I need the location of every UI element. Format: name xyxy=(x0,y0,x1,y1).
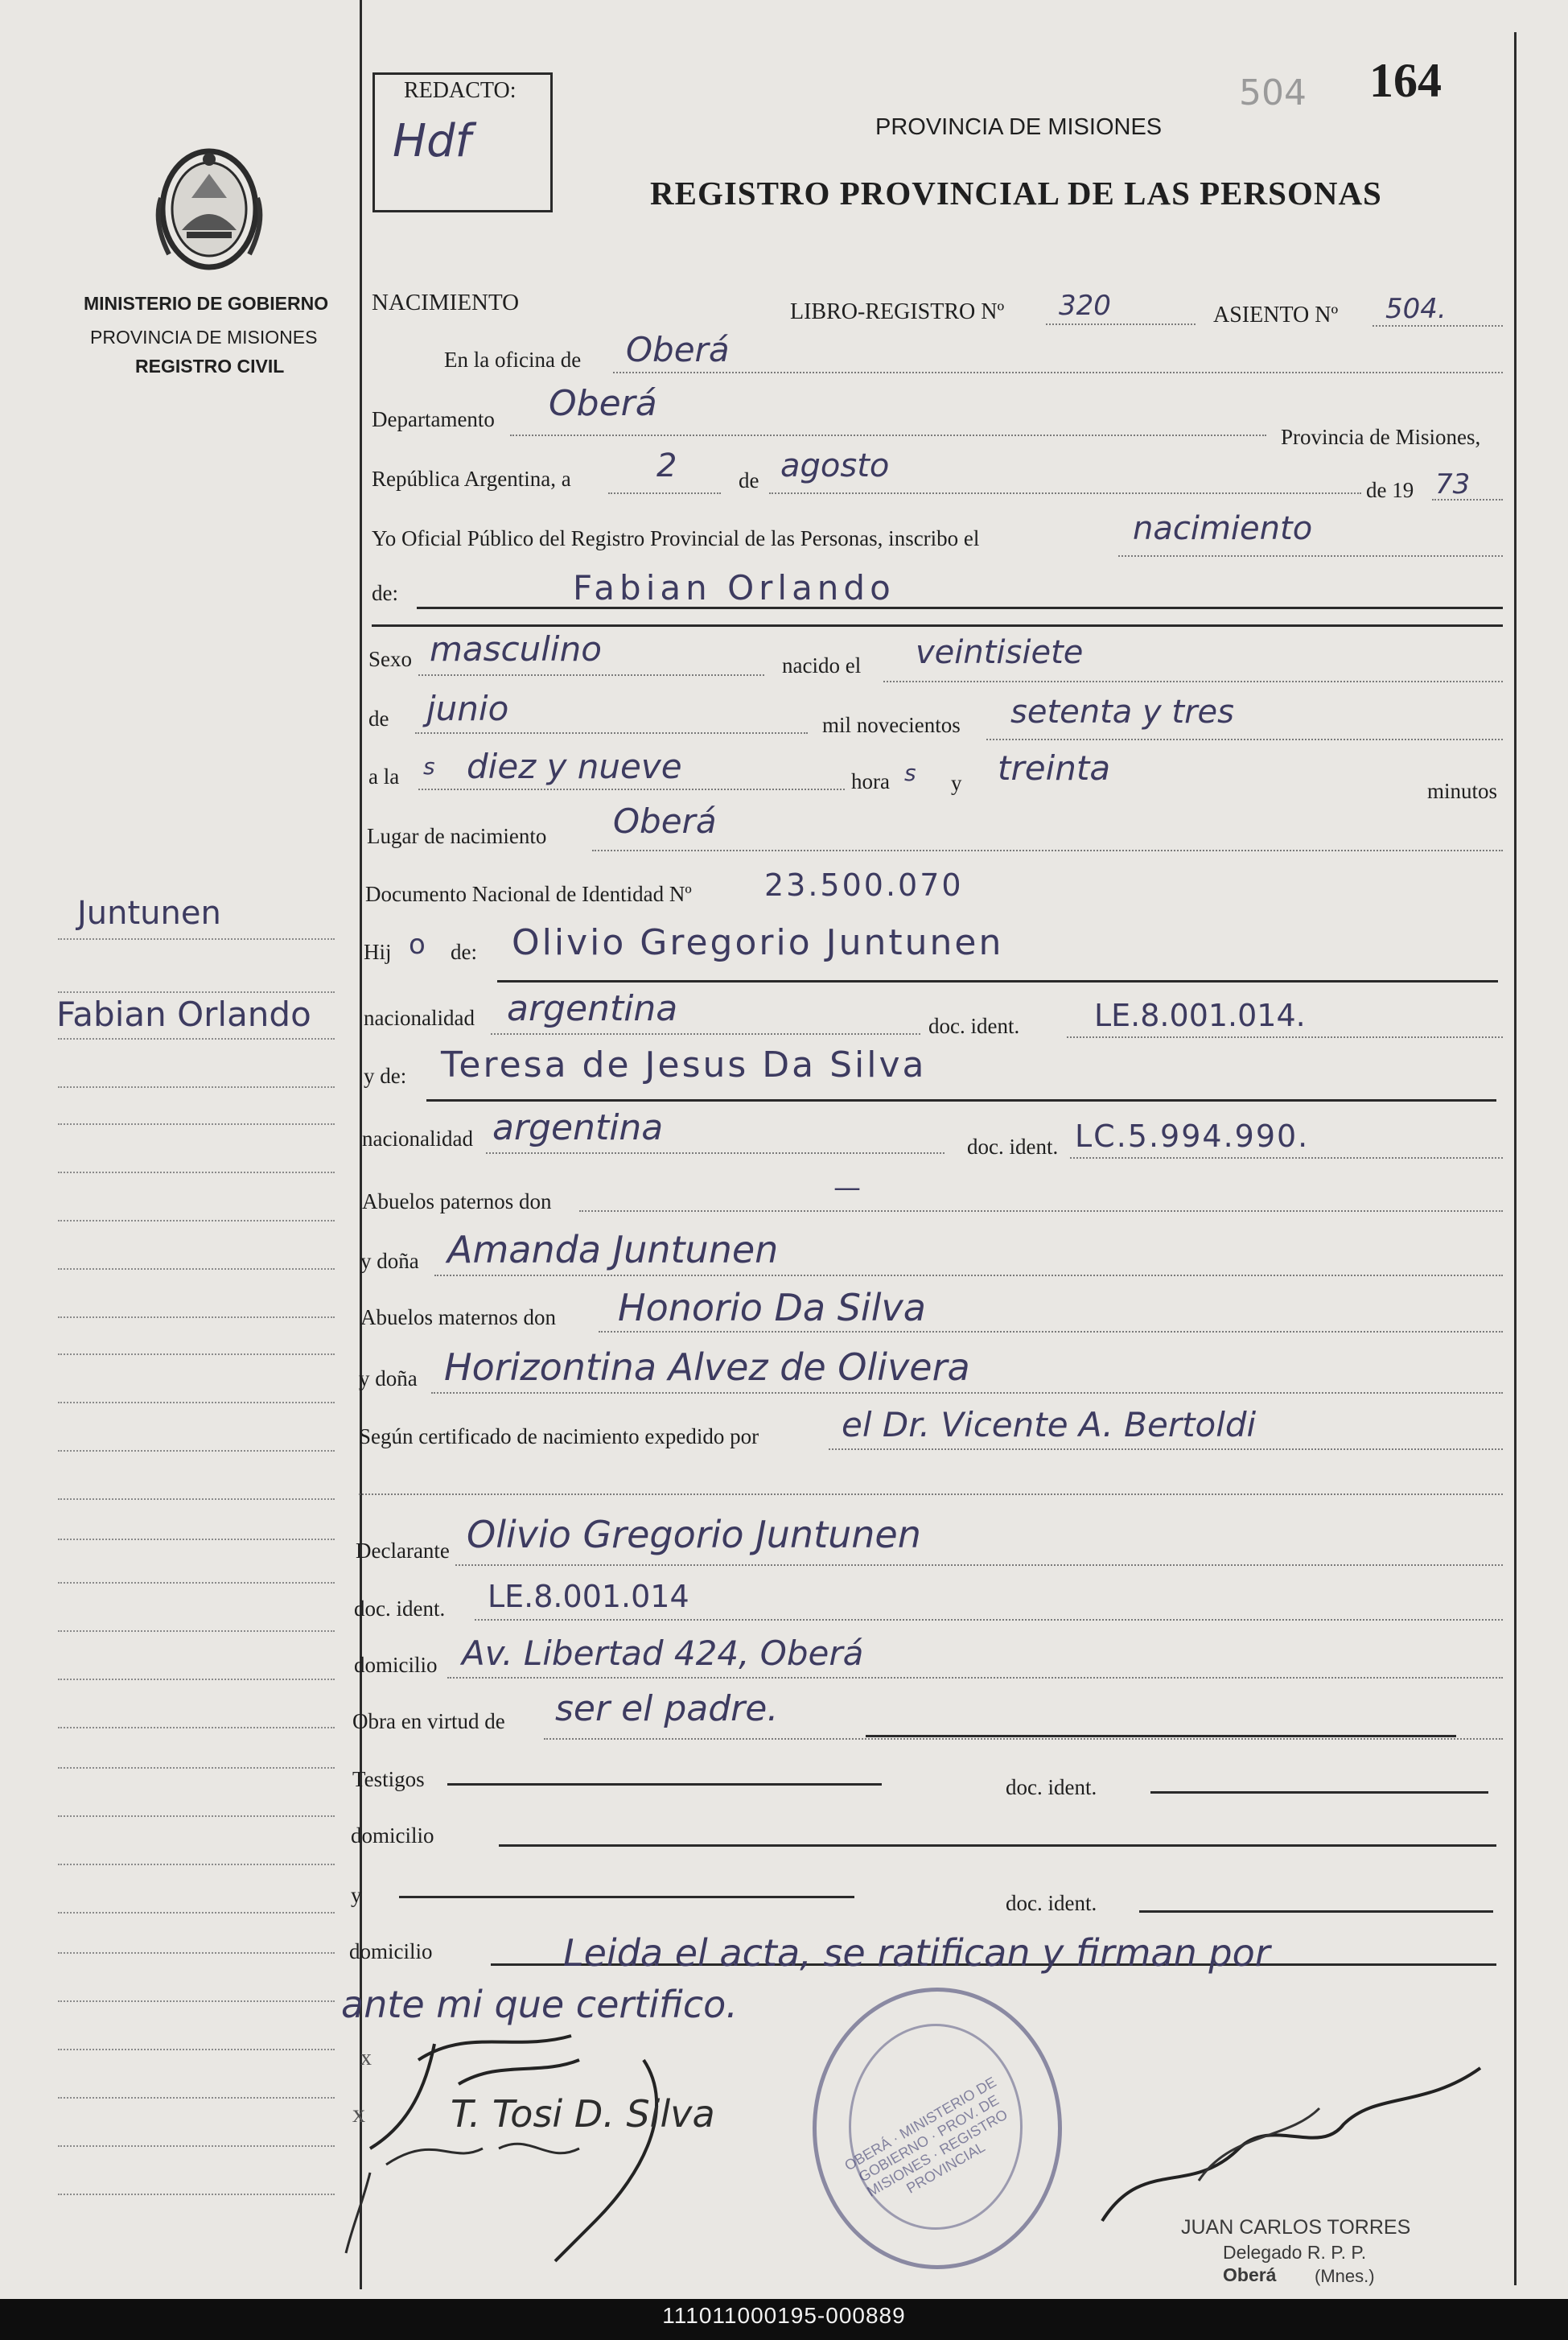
dni-label: Documento Nacional de Identidad Nº xyxy=(365,882,692,906)
horas-suffix: s xyxy=(904,760,916,786)
registry-title: REGISTRO PROVINCIAL DE LAS PERSONAS xyxy=(650,175,1382,212)
lugar-value: Oberá xyxy=(613,801,717,841)
ministry-line1: MINISTERIO DE GOBIERNO xyxy=(84,293,329,314)
de3-label: de xyxy=(368,707,389,731)
abuelos-paternos-value: — xyxy=(833,1172,861,1204)
oficina-label: En la oficina de xyxy=(444,348,582,372)
sexo-label: Sexo xyxy=(368,647,412,671)
margin-surname: Juntunen xyxy=(77,895,221,932)
declarante-doc: LE.8.001.014 xyxy=(488,1579,689,1614)
abuelos-maternos-label: Abuelos maternos don xyxy=(360,1305,556,1329)
day-value: 2 xyxy=(656,447,677,484)
testigos-label: Testigos xyxy=(352,1767,425,1791)
mother-nationality-label: nacionalidad xyxy=(362,1127,473,1151)
signature-mark-1: x xyxy=(360,2045,372,2070)
ministry-line2: PROVINCIA DE MISIONES xyxy=(90,327,318,348)
declarante-label: Declarante xyxy=(356,1539,450,1563)
abuela-paterna: Amanda Juntunen xyxy=(447,1228,779,1271)
departamento-value: Oberá xyxy=(549,383,657,424)
stamp-ring-text: OBERÁ · MINISTERIO DE GOBIERNO · PROV. DE MISIONES · REGISTRO PROVINCIAL xyxy=(842,2074,1010,2200)
y-label: y xyxy=(951,771,962,795)
domicilio-value: Av. Libertad 424, Oberá xyxy=(462,1633,864,1673)
horas-label: hora xyxy=(851,769,890,793)
officer-province: (Mnes.) xyxy=(1315,2266,1375,2286)
birth-year-words: setenta y tres xyxy=(1010,694,1234,731)
province-heading: PROVINCIA DE MISIONES xyxy=(875,114,1163,140)
sexo-value: masculino xyxy=(430,629,602,669)
month-value: agosto xyxy=(780,447,890,484)
coat-of-arms-seal xyxy=(150,142,269,278)
father-doc: LE.8.001.014. xyxy=(1094,998,1306,1033)
declarante-doc-label: doc. ident. xyxy=(354,1596,446,1621)
y2-label: y xyxy=(351,1883,362,1907)
y2-doc-label: doc. ident. xyxy=(1006,1891,1097,1915)
ala-label: a la xyxy=(368,764,400,789)
father-nationality: argentina xyxy=(507,988,678,1029)
oficial-text: Yo Oficial Público del Registro Provincial de las Personas, inscribo el xyxy=(372,526,980,550)
record-type-label: NACIMIENTO xyxy=(372,290,520,315)
abuela-paterna-label: y doña xyxy=(360,1249,419,1273)
minutes-value: treinta xyxy=(998,748,1111,788)
hijo-suffix: o xyxy=(409,929,426,961)
officer-city: Oberá xyxy=(1223,2264,1277,2285)
republica-label: República Argentina, a xyxy=(372,467,571,491)
closing-line2: ante mi que certifico. xyxy=(341,1983,738,2026)
page-number: 164 xyxy=(1369,54,1442,107)
de2-label: de: xyxy=(372,581,398,605)
signature-mark-2: x xyxy=(352,2099,365,2128)
birth-month: junio xyxy=(426,689,509,728)
seal-emblem-icon xyxy=(150,142,269,278)
departamento-label: Departamento xyxy=(372,407,495,431)
mother-signature-text: T. Tosi D. Silva xyxy=(451,2092,715,2136)
abuelo-materno: Honorio Da Silva xyxy=(618,1286,926,1329)
redacto-signature: Hdf xyxy=(393,115,471,167)
inscribo-value: nacimiento xyxy=(1133,510,1313,547)
obra-label: Obra en virtud de xyxy=(352,1709,505,1733)
nacido-value: veintisiete xyxy=(916,634,1084,671)
pencil-number: 504 xyxy=(1239,72,1307,113)
segun-value: el Dr. Vicente A. Bertoldi xyxy=(842,1405,1257,1444)
lugar-label: Lugar de nacimiento xyxy=(367,824,547,848)
provincia-suffix: Provincia de Misiones, xyxy=(1281,425,1481,449)
mil-label: mil novecientos xyxy=(822,713,961,737)
dom3-label: domicilio xyxy=(349,1939,433,1963)
year-label: de 19 xyxy=(1366,478,1414,502)
official-stamp xyxy=(813,1988,1062,2269)
domicilio-label: domicilio xyxy=(354,1653,438,1677)
oficina-value: Oberá xyxy=(626,330,730,369)
hour-suffix: s xyxy=(423,753,435,780)
nacido-label: nacido el xyxy=(782,653,862,678)
year-value: 73 xyxy=(1435,468,1471,501)
asiento-label: ASIENTO Nº xyxy=(1213,303,1339,328)
testigos-doc-label: doc. ident. xyxy=(1006,1775,1097,1799)
mother-doc-label: doc. ident. xyxy=(967,1135,1059,1159)
mother-name: Teresa de Jesus Da Silva xyxy=(441,1044,927,1086)
mother-doc: LC.5.994.990. xyxy=(1075,1119,1310,1154)
asiento-value: 504. xyxy=(1385,293,1447,325)
mother-nationality: argentina xyxy=(492,1107,664,1148)
right-border-rule xyxy=(1514,32,1517,2285)
abuela-materna-label: y doña xyxy=(359,1366,418,1390)
libro-value: 320 xyxy=(1059,290,1111,322)
declarante-value: Olivio Gregorio Juntunen xyxy=(467,1513,921,1556)
dom2-label: domicilio xyxy=(351,1823,434,1848)
father-doc-label: doc. ident. xyxy=(928,1014,1020,1038)
abuelos-paternos-label: Abuelos paternos don xyxy=(362,1189,552,1213)
father-name: Olivio Gregorio Juntunen xyxy=(512,922,1004,963)
officer-signature xyxy=(1078,2060,1496,2237)
abuela-materna: Horizontina Alvez de Olivera xyxy=(444,1345,970,1389)
hijo-de-label: de: xyxy=(451,940,477,964)
closing-line1: Leida el acta, se ratifican y firman por xyxy=(563,1931,1270,1975)
segun-label: Según certificado de nacimiento expedido por xyxy=(359,1424,759,1448)
dni-value: 23.500.070 xyxy=(764,867,964,903)
obra-value: ser el padre. xyxy=(555,1688,779,1729)
hijo-label: Hij xyxy=(364,940,392,964)
minutos-label: minutos xyxy=(1427,779,1498,803)
document-id: 111011000195-000889 xyxy=(662,2303,906,2328)
father-nationality-label: nacionalidad xyxy=(364,1006,475,1030)
de-label: de xyxy=(739,468,759,492)
ministry-line3: REGISTRO CIVIL xyxy=(135,356,285,377)
redacto-label: REDACTO: xyxy=(404,78,516,103)
officer-title: Delegado R. P. P. xyxy=(1223,2242,1367,2263)
child-name: Fabian Orlando xyxy=(573,568,895,608)
yde-label: y de: xyxy=(364,1064,407,1088)
hour-value: diez y nueve xyxy=(467,747,682,786)
redacto-box xyxy=(372,72,553,212)
libro-label: LIBRO-REGISTRO Nº xyxy=(790,299,1005,324)
officer-name: JUAN CARLOS TORRES xyxy=(1181,2216,1411,2239)
margin-given-names: Fabian Orlando xyxy=(56,995,311,1034)
